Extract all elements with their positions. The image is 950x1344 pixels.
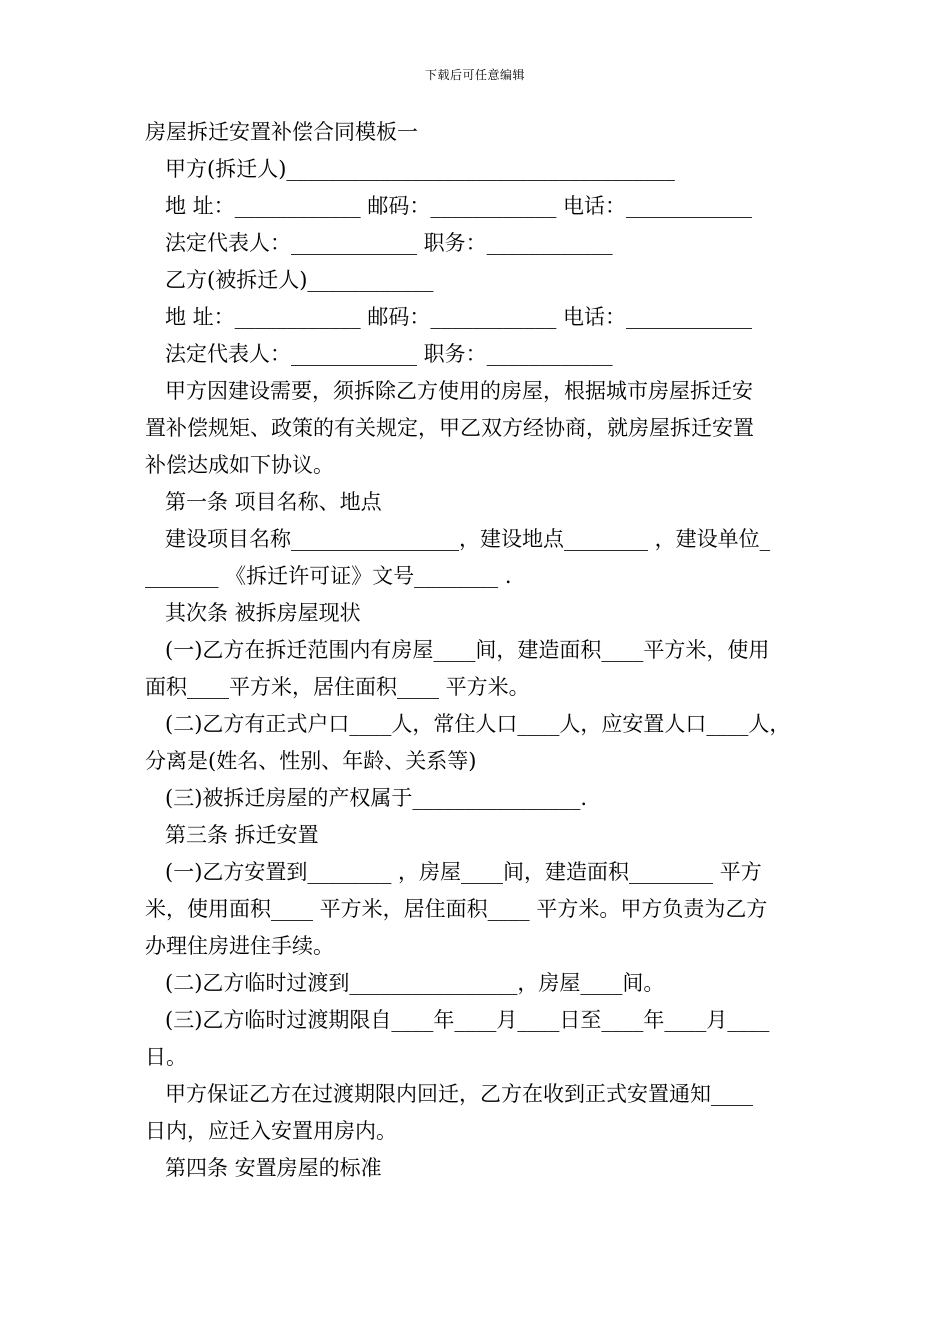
party-a-address-line: 地 址：____________ 邮码：____________ 电话：____________ xyxy=(165,194,753,218)
article-heading: 第三条 拆迁安置 xyxy=(165,823,319,847)
document-title: 房屋拆迁安置补偿合同模板一 xyxy=(145,120,418,144)
party-b-address-line: 地 址：____________ 邮码：____________ 电话：____________ xyxy=(165,305,753,329)
article-text-line: 建设项目名称________________，建设地点________ ，建设单位_ xyxy=(165,527,771,551)
article-text-line: (一)乙方在拆迁范围内有房屋____间，建造面积____平方米，使用 xyxy=(165,638,770,662)
article-text-line: 面积____平方米，居住面积____ 平方米。 xyxy=(145,675,530,699)
party-a-line: 甲方(拆迁人)_____________________________________ xyxy=(165,157,675,181)
article-text-line: 分离是(姓名、性别、年龄、关系等) xyxy=(145,749,477,773)
article-text-line: 甲方保证乙方在过渡期限内回迁，乙方在收到正式安置通知____ xyxy=(165,1082,753,1106)
header-note: 下载后可任意编辑 xyxy=(424,68,525,82)
article-heading: 第一条 项目名称、地点 xyxy=(165,490,382,514)
party-b-representative-line: 法定代表人：____________ 职务：____________ xyxy=(165,342,613,366)
article-text-line: 办理住房进住手续。 xyxy=(145,934,334,958)
article-text-line: (三)被拆迁房屋的产权属于________________. xyxy=(165,786,588,810)
preamble-line: 置补偿规矩、政策的有关规定，甲乙双方经协商，就房屋拆迁安置 xyxy=(145,416,754,440)
article-heading: 其次条 被拆房屋现状 xyxy=(165,601,361,625)
preamble-line: 甲方因建设需要，须拆除乙方使用的房屋，根据城市房屋拆迁安 xyxy=(165,379,753,403)
party-a-representative-line: 法定代表人：____________ 职务：____________ xyxy=(165,231,613,255)
article-text-line: (二)乙方临时过渡到________________，房屋____间。 xyxy=(165,971,665,995)
article-text-line: (一)乙方安置到________ ，房屋____间，建造面积________ 平方 xyxy=(165,860,762,884)
party-b-line: 乙方(被拆迁人)____________ xyxy=(165,268,434,292)
article-text-line: 日内，应迁入安置用房内。 xyxy=(145,1119,397,1143)
article-text-line: (二)乙方有正式户口____人，常住人口____人，应安置人口____人， xyxy=(165,712,791,736)
article-heading: 第四条 安置房屋的标准 xyxy=(165,1156,382,1180)
preamble-line: 补偿达成如下协议。 xyxy=(145,453,334,477)
article-text-line: 日。 xyxy=(145,1045,187,1069)
article-text-line: (三)乙方临时过渡期限自____年____月____日至____年____月____ xyxy=(165,1008,770,1032)
document-body xyxy=(145,114,815,1187)
article-text-line: _______ 《拆迁许可证》文号________ . xyxy=(145,564,512,588)
article-text-line: 米，使用面积____ 平方米，居住面积____ 平方米。甲方负责为乙方 xyxy=(145,897,768,921)
